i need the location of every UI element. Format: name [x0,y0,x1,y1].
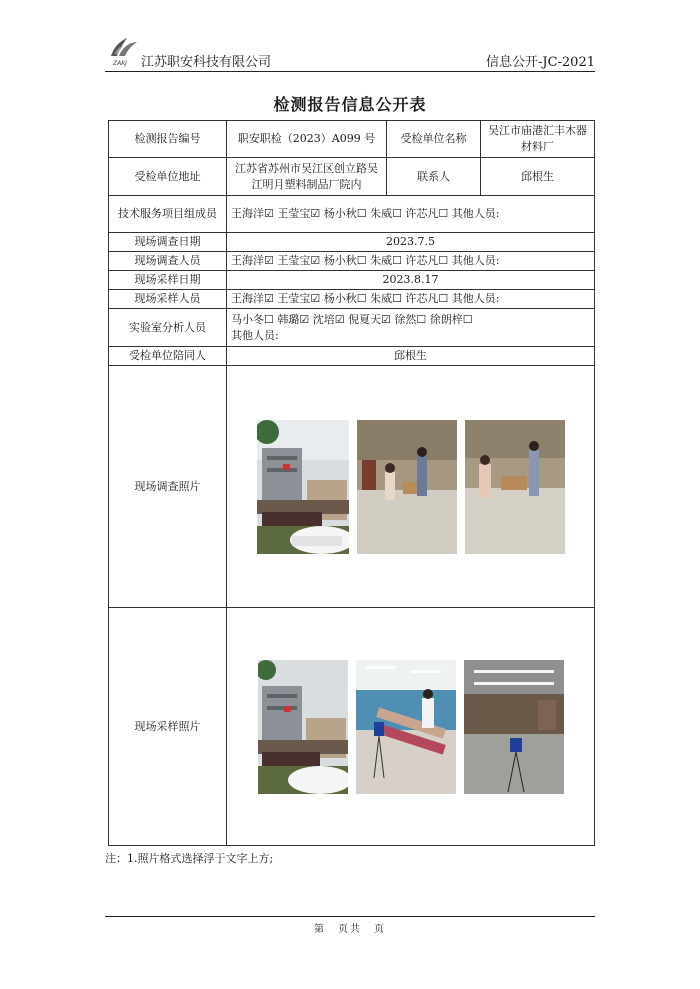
footnote: 注：1.照片格式选择浮于文字上方; [105,852,274,865]
table-row [109,347,595,366]
client-value: 吴江市庙港汇丰木器材料厂 [481,121,595,158]
table-row [109,233,595,252]
document-number: 信息公开-JC-2021 [485,55,595,70]
survey-date-value: 2023.7.5 [227,233,595,252]
client-label: 受检单位名称 [387,121,481,158]
sampling-photo-booth-2 [464,660,564,794]
lab-staff-label: 实验室分析人员 [109,309,227,347]
sampling-photo-spray-booth [356,660,456,794]
page-footer: 第 页共 页 [314,924,386,935]
escort-value: 邱根生 [227,347,595,366]
svg-text:ZAKJ: ZAKJ [113,60,127,67]
survey-photo-workshop-1 [357,420,457,554]
table-row [109,290,595,309]
address-value: 江苏省苏州市吴江区创立路吴江明月塑料制品厂院内 [227,158,387,196]
contact-label: 联系人 [387,158,481,196]
table-row [109,366,595,608]
survey-staff-value: 王海洋☑ 王莹宝☑ 杨小秋☐ 朱威☐ 许芯凡☐ 其他人员: [227,252,595,271]
info-table [108,120,595,846]
table-row [109,608,595,846]
lab-staff-value [227,309,595,347]
footer-divider [105,916,595,917]
survey-date-label: 现场调查日期 [109,233,227,252]
survey-photos-label: 现场调查照片 [109,366,227,608]
table-row [109,121,595,158]
report-no-value: 职安职检（2023）A099 号 [227,121,387,158]
table-row [109,252,595,271]
page-title: 检测报告信息公开表 [273,95,427,114]
sampling-staff-value: 王海洋☑ 王莹宝☑ 杨小秋☐ 朱威☐ 许芯凡☐ 其他人员: [227,290,595,309]
survey-photo-workshop-2 [465,420,565,554]
company-name: 江苏职安科技有限公司 [141,55,272,70]
sampling-photos-cell [227,608,595,846]
team-label: 技术服务项目组成员 [109,196,227,233]
table-row [109,196,595,233]
sampling-date-value: 2023.8.17 [227,271,595,290]
table-row [109,271,595,290]
header-divider [105,71,595,72]
table-row [109,158,595,196]
sampling-photo-building [258,660,348,794]
survey-photos-cell [227,366,595,608]
table-row [109,309,595,347]
address-label: 受检单位地址 [109,158,227,196]
team-value: 王海洋☑ 王莹宝☑ 杨小秋☐ 朱威☐ 许芯凡☐ 其他人员: [227,196,595,233]
contact-value: 邱根生 [481,158,595,196]
sampling-staff-label: 现场采样人员 [109,290,227,309]
lab-staff-line2: 其他人员: [231,328,279,342]
sampling-photos-label: 现场采样照片 [109,608,227,846]
company-logo-icon [105,34,141,68]
page-header [105,34,595,70]
report-no-label: 检测报告编号 [109,121,227,158]
escort-label: 受检单位陪同人 [109,347,227,366]
sampling-date-label: 现场采样日期 [109,271,227,290]
survey-photo-building [257,420,349,554]
survey-staff-label: 现场调查人员 [109,252,227,271]
lab-staff-line1: 马小冬☐ 韩璐☑ 沈培☑ 倪夏天☑ 徐然☐ 徐朗梓☐ [231,312,473,326]
